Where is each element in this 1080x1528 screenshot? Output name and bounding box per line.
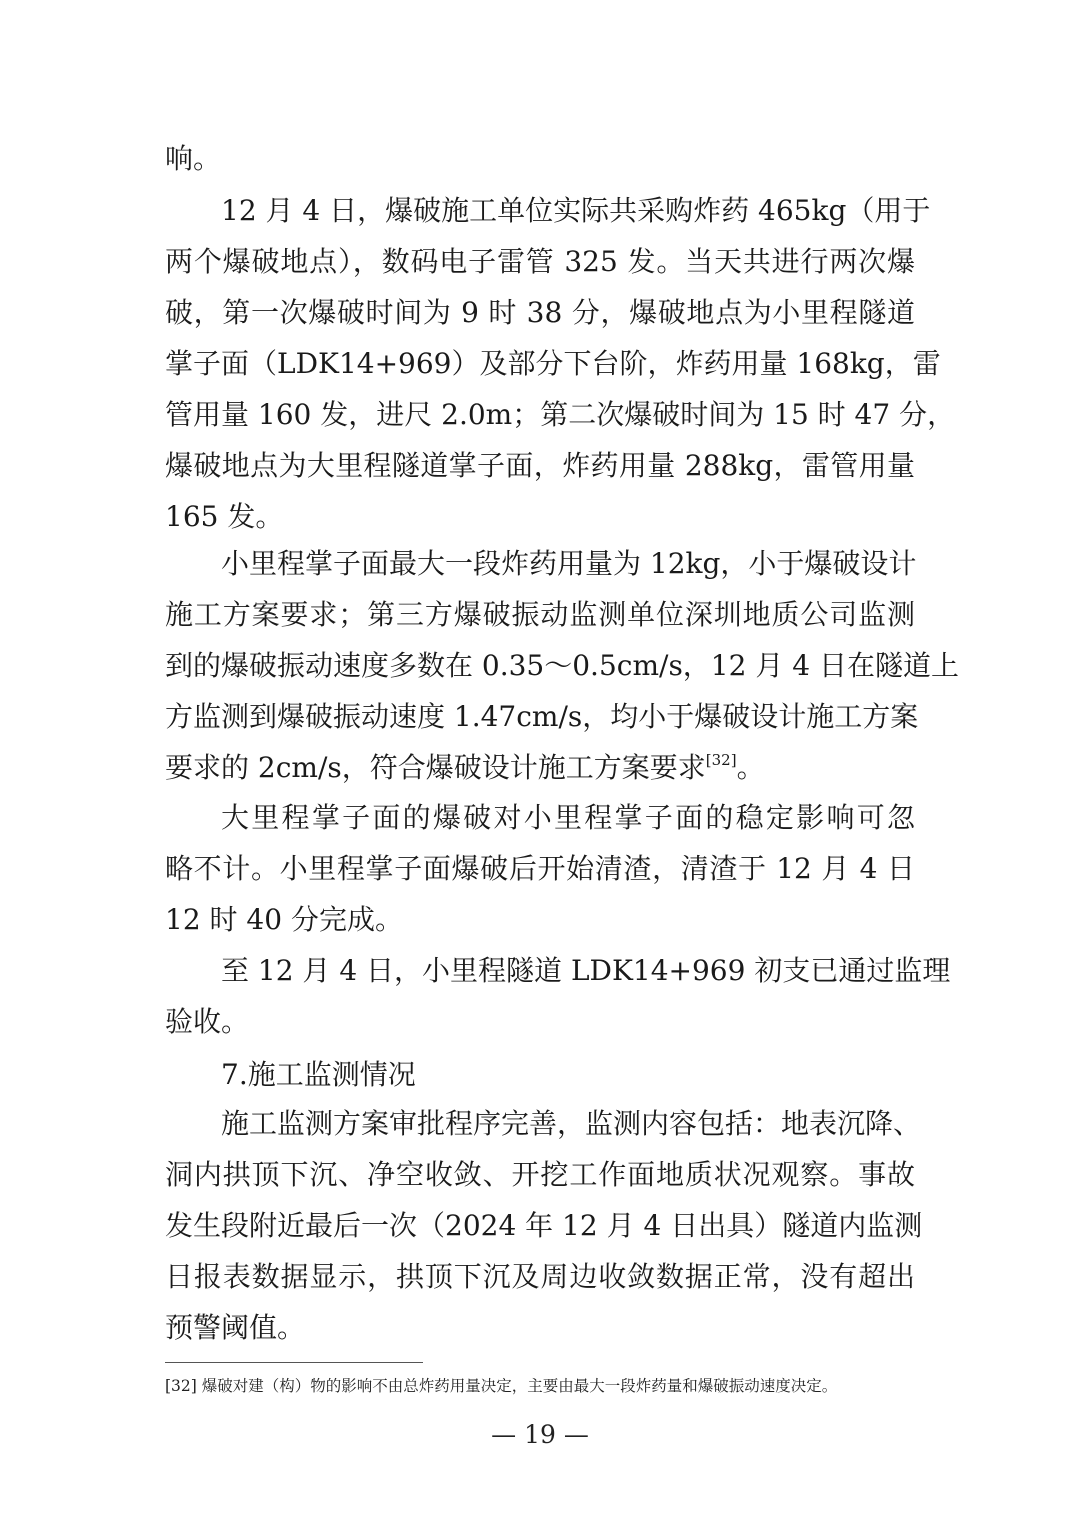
paragraph-construction-monitoring [165, 1098, 923, 1353]
text-line [165, 742, 915, 793]
text-line: 略不计。小里程掌子面爆破后开始清渣，清渣于 12 月 4 日 [165, 852, 915, 885]
text-line: 12 时 40 分完成。 [165, 903, 403, 936]
footnote-divider [165, 1362, 423, 1363]
footnote-marker: [32] [165, 1377, 197, 1395]
text-line: 两个爆破地点），数码电子雷管 325 发。当天共进行两次爆 [165, 245, 915, 278]
text-segment: 要求的 2cm/s，符合爆破设计施工方案要求 [165, 751, 706, 784]
text-line: 洞内拱顶下沉、净空收敛、开挖工作面地质状况观察。事故 [165, 1158, 915, 1191]
text-line: 掌子面（LDK14+969）及部分下台阶，炸药用量 168kg，雷 [165, 347, 941, 380]
text-line: 方监测到爆破振动速度 1.47cm/s，均小于爆破设计施工方案 [165, 700, 919, 733]
text-segment: 。 [736, 751, 765, 784]
text-line: 破，第一次爆破时间为 9 时 38 分，爆破地点为小里程隧道 [165, 296, 915, 329]
heading-text: 7.施工监测情况 [221, 1058, 416, 1091]
paragraph-vibration-monitoring [165, 538, 959, 793]
section-heading [165, 1049, 915, 1100]
text-line: 响。 [165, 142, 222, 175]
footnote-reference: [32] [705, 751, 737, 769]
text-line: 预警阈值。 [165, 1311, 306, 1344]
text-line: 施工监测方案审批程序完善，监测内容包括：地表沉降、 [221, 1107, 922, 1140]
footnote-text: 爆破对建（构）物的影响不由总炸药用量决定，主要由最大一段炸药量和爆破振动速度决定。 [201, 1377, 838, 1395]
footnote [165, 1375, 925, 1397]
paragraph-blasting-details [165, 185, 956, 542]
text-line: 12 月 4 日，爆破施工单位实际共采购炸药 465kg（用于 [221, 194, 931, 227]
text-line: 验收。 [165, 1005, 250, 1038]
text-line: 日报表数据显示，拱顶下沉及周边收敛数据正常，没有超出 [165, 1260, 915, 1293]
text-line: 至 12 月 4 日，小里程隧道 LDK14+969 初支已通过监理 [221, 954, 951, 987]
text-line: 爆破地点为大里程隧道掌子面，炸药用量 288kg，雷管用量 [165, 449, 915, 482]
paragraph-continuation [165, 133, 915, 184]
text-line: 到的爆破振动速度多数在 0.35～0.5cm/s，12 月 4 日在隧道上 [165, 649, 959, 682]
paragraph-support-acceptance [165, 945, 951, 1047]
page-number: — 19 — [491, 1420, 589, 1449]
text-line: 大里程掌子面的爆破对小里程掌子面的稳定影响可忽 [221, 801, 915, 834]
text-line: 165 发。 [165, 500, 284, 533]
paragraph-cleanup [165, 792, 915, 945]
text-line: 小里程掌子面最大一段炸药用量为 12kg，小于爆破设计 [221, 547, 917, 580]
text-line: 管用量 160 发，进尺 2.0m；第二次爆破时间为 15 时 47 分， [165, 398, 956, 431]
text-line: 施工方案要求；第三方爆破振动监测单位深圳地质公司监测 [165, 598, 915, 631]
text-line: 发生段附近最后一次（2024 年 12 月 4 日出具）隧道内监测 [165, 1209, 923, 1242]
